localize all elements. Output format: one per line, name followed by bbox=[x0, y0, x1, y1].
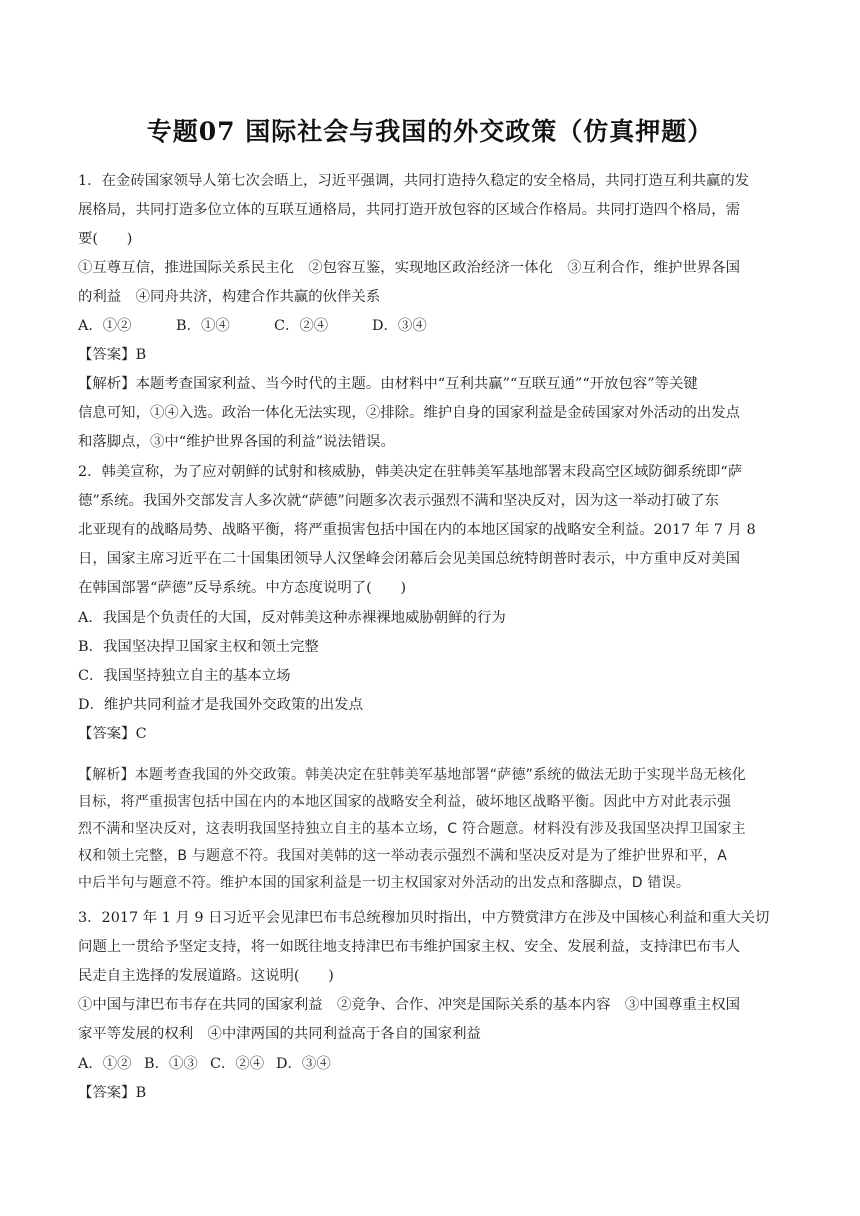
q3-answer: 【答案】B bbox=[78, 1085, 147, 1101]
q3-options bbox=[78, 1055, 788, 1074]
q2-stem-line: 2．韩美宣称，为了应对朝鲜的试射和核威胁，韩美决定在驻韩美军基地部署末段高空区域防御系统即“萨 bbox=[78, 464, 743, 480]
q2-answer: 【答案】C bbox=[78, 726, 147, 742]
q1-analysis-line: 信息可知，①④入选。政治一体化无法实现，②排除。维护自身的国家利益是金砖国家对外活动的出发点 bbox=[78, 405, 740, 421]
q1-stem-line: 要( ) bbox=[78, 231, 133, 247]
q3-statement-line: 家平等发展的权利 ④中津两国的共同利益高于各自的国家利益 bbox=[78, 1026, 481, 1042]
q1-statement-line: 的利益 ④同舟共济，构建合作共赢的伙伴关系 bbox=[78, 289, 381, 305]
q1-option-b: B．①④ bbox=[176, 318, 230, 334]
q2-option-d: D．维护共同利益才是我国外交政策的出发点 bbox=[78, 697, 363, 713]
q1-stem-line: 1．在金砖国家领导人第七次会晤上，习近平强调，共同打造持久稳定的安全格局，共同打造互利共赢的发 bbox=[78, 173, 750, 189]
q2-stem-line: 北亚现有的战略局势、战略平衡，将严重损害包括中国在内的本地区国家的战略安全利益。2017 年 7 月 8 bbox=[78, 522, 756, 538]
q1-option-a: A．①② bbox=[78, 318, 132, 334]
q2-option-b: B．我国坚决捍卫国家主权和领土完整 bbox=[78, 639, 319, 655]
q1-analysis-line: 和落脚点，③中“维护世界各国的利益”说法错误。 bbox=[78, 434, 395, 450]
q3-statement-line: ①中国与津巴布韦存在共同的国家利益 ②竞争、合作、冲突是国际关系的基本内容 ③中国尊重主权国 bbox=[78, 997, 740, 1013]
q2-analysis-line: 目标，将严重损害包括中国在内的本地区国家的战略安全利益，破坏地区战略平衡。因此中方对此表示强 bbox=[78, 794, 732, 810]
q2-analysis-line: 【解析】本题考查我国的外交政策。韩美决定在驻韩美军基地部署“萨德”系统的做法无助于实现半岛无核化 bbox=[78, 767, 747, 783]
q1-stem-line: 展格局，共同打造多位立体的互联互通格局，共同打造开放包容的区域合作格局。共同打造四个格局，需 bbox=[78, 202, 740, 218]
q2-stem-line: 日，国家主席习近平在二十国集团领导人汉堡峰会闭幕后会见美国总统特朗普时表示，中方重申反对美国 bbox=[78, 551, 740, 567]
q2-analysis-line: 烈不满和坚决反对，这表明我国坚持独立自主的基本立场，C 符合题意。材料没有涉及我国坚决捍卫国家主 bbox=[78, 821, 746, 837]
q1-answer: 【答案】B bbox=[78, 347, 147, 363]
q1-option-d: D．③④ bbox=[372, 318, 427, 334]
q3-stem-line: 民走自主选择的发展道路。这说明( ) bbox=[78, 968, 334, 984]
q3-option-d: D．③④ bbox=[276, 1056, 331, 1072]
q2-analysis-line: 权和领土完整，B 与题意不符。我国对美韩的这一举动表示强烈不满和坚决反对是为了维护世界和平，A bbox=[78, 848, 728, 864]
q2-stem-line: 德”系统。我国外交部发言人多次就“萨德”问题多次表示强烈不满和坚决反对，因为这一举动打破了东 bbox=[78, 493, 719, 509]
q1-options bbox=[78, 317, 788, 336]
q2-stem-line: 在韩国部署“萨德”反导系统。中方态度说明了( ) bbox=[78, 580, 407, 596]
q3-stem-line: 3．2017 年 1 月 9 日习近平会见津巴布韦总统穆加贝时指出，中方赞赏津方在涉及中国核心利益和重大关切 bbox=[78, 910, 770, 926]
q1-option-c: C．②④ bbox=[274, 318, 329, 334]
q2-option-a: A．我国是个负责任的大国，反对韩美这种赤裸裸地威胁朝鲜的行为 bbox=[78, 610, 506, 626]
q3-option-c: C．②④ bbox=[210, 1056, 265, 1072]
q3-option-b: B．①③ bbox=[144, 1056, 198, 1072]
q3-stem-line: 问题上一贯给予坚定支持，将一如既往地支持津巴布韦维护国家主权、安全、发展利益，支持津巴布韦人 bbox=[78, 939, 740, 955]
q1-statement-line: ①互尊互信，推进国际关系民主化 ②包容互鉴，实现地区政治经济一体化 ③互利合作，维护世界各国 bbox=[78, 260, 740, 276]
page-title: 专题07 国际社会与我国的外交政策（仿真押题） bbox=[146, 117, 714, 146]
q2-analysis-line: 中后半句与题意不符。维护本国的国家利益是一切主权国家对外活动的出发点和落脚点，D 错误。 bbox=[78, 875, 691, 891]
q1-analysis-line: 【解析】本题考查国家利益、当今时代的主题。由材料中“互利共赢”“互联互通”“开放包容”等关键 bbox=[78, 376, 698, 392]
q2-option-c: C．我国坚持独立自主的基本立场 bbox=[78, 668, 291, 684]
q3-option-a: A．①② bbox=[78, 1056, 132, 1072]
